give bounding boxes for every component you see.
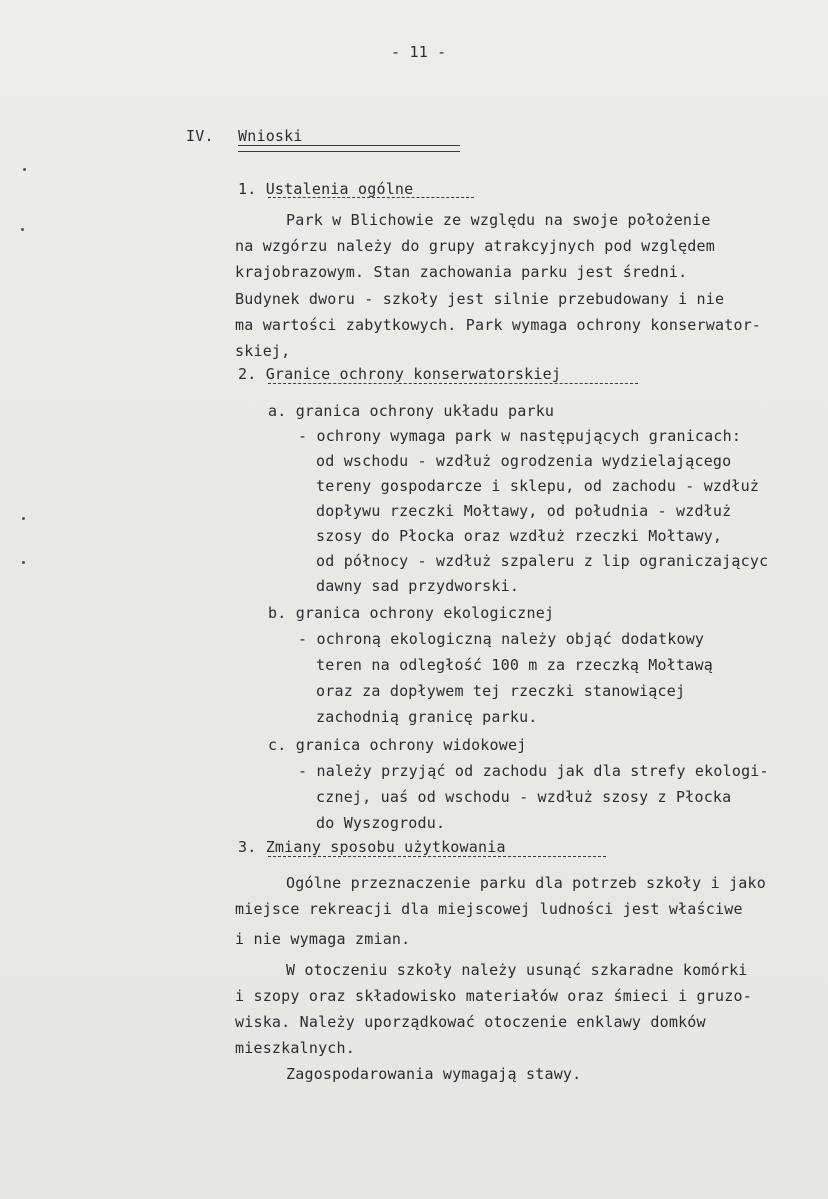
s3-line-8: Zagospodarowania wymagają stawy. [286,1065,582,1083]
s1-line-3: krajobrazowym. Stan zachowania parku jest średni. [235,263,688,281]
s2-b-title: b. granica ochrony ekologicznej [268,604,555,622]
s3-line-7: mieszkalnych. [235,1039,355,1057]
s2-c-line-3: do Wyszogrodu. [316,814,446,832]
s2-c-line-1: - należy przyjąć od zachodu jak dla strefy ekologi- [298,762,769,780]
section-title-double-underline [238,145,460,152]
s2-a-line-7: dawny sad przydworski. [316,577,520,595]
s2-a-line-1: - ochrony wymaga park w następujących granicach: [298,427,742,445]
scan-speck [22,517,25,520]
s1-line-6: skiej, [235,342,291,360]
s2-heading: 2. Granice ochrony konserwatorskiej [238,365,562,383]
s2-a-line-5: szosy do Płocka oraz wzdłuż rzeczki Mołtawy, [316,527,723,545]
s3-line-4: W otoczeniu szkoły należy usunąć szkaradne komórki [286,961,748,979]
section-title: Wnioski [238,127,303,145]
s1-line-1: Park w Blichowie ze względu na swoje położenie [286,211,711,229]
s2-c-title: c. granica ochrony widokowej [268,736,527,754]
scan-speck [22,561,25,564]
s3-line-6: wiska. Należy uporządkować otoczenie enklawy domków [235,1013,706,1031]
section-numeral: IV. [186,127,214,145]
s3-heading: 3. Zmiany sposobu użytkowania [238,838,506,856]
scan-speck [23,168,26,171]
s2-b-line-1: - ochroną ekologiczną należy objąć dodatkowy [298,630,705,648]
s2-a-title: a. granica ochrony układu parku [268,402,555,420]
s2-c-line-2: cznej, uaś od wschodu - wzdłuż szosy z Płocka [316,788,732,806]
s3-line-1: Ogólne przeznaczenie parku dla potrzeb szkoły i jako [286,874,766,892]
s2-b-line-4: zachodnią granicę parku. [316,708,538,726]
s1-heading-underline [268,197,474,198]
s2-b-line-2: teren na odległość 100 m za rzeczką Mołtawą [316,656,713,674]
s2-a-line-6: od północy - wzdłuż szpaleru z lip ograniczającyc [316,552,769,570]
s2-a-line-3: tereny gospodarcze i sklepu, od zachodu - wzdłuż [316,477,760,495]
s1-line-5: ma wartości zabytkowych. Park wymaga ochrony konserwator- [235,316,762,334]
s2-a-line-2: od wschodu - wzdłuż ogrodzenia wydzielającego [316,452,732,470]
s2-b-line-3: oraz za dopływem tej rzeczki stanowiącej [316,682,686,700]
s1-line-2: na wzgórzu należy do grupy atrakcyjnych pod względem [235,237,715,255]
scan-speck [21,228,24,231]
s3-heading-underline [268,856,606,857]
s2-heading-underline [268,383,638,384]
s3-line-2: miejsce rekreacji dla miejscowej ludności jest właściwe [235,900,743,918]
s2-a-line-4: dopływu rzeczki Mołtawy, od południa - wzdłuż [316,502,732,520]
s3-line-5: i szopy oraz składowisko materiałów oraz śmieci i gruzo- [235,987,752,1005]
s3-line-3: i nie wymaga zmian. [235,930,411,948]
s1-line-4: Budynek dworu - szkoły jest silnie przebudowany i nie [235,290,725,308]
s1-heading: 1. Ustalenia ogólne [238,180,414,198]
page-number: - 11 - [391,43,447,61]
